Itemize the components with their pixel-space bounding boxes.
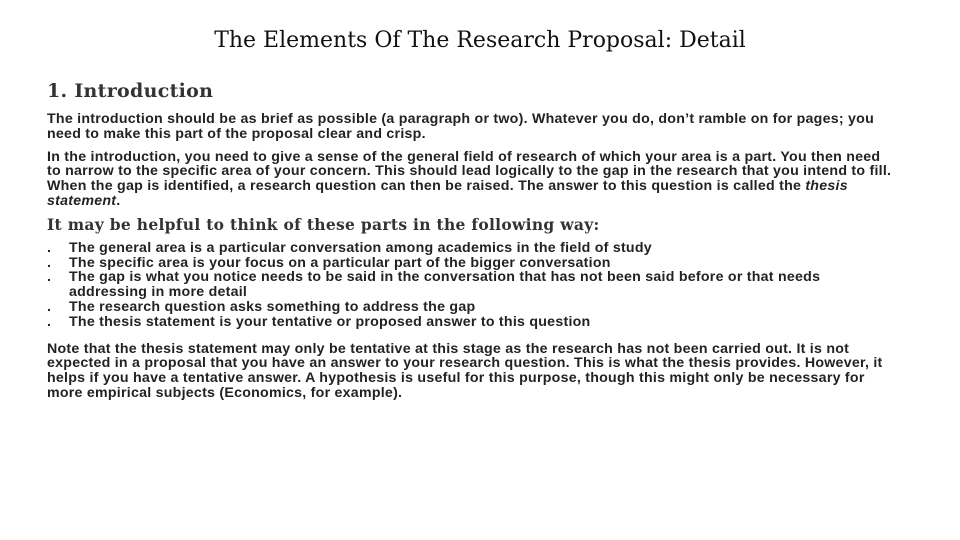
intro-paragraph-2 [47,150,897,209]
intro-paragraph-2-end: . [116,192,121,209]
bullet-icon: . [47,269,52,286]
thesis-statement-term: thesis statement [47,178,848,209]
list-item-text: The specific area is your focus on a particular part of the bigger conversation [69,254,611,271]
bullet-icon: . [47,254,52,271]
note-paragraph: Note that the thesis statement may only be tentative at this stage as the research has not been carried out. It is not expected in a proposal that you have an answer to your research question. This is what the thesis provides. However, it helps if you have a tentative answer. A hypothesis is useful for this purpose, though this might only be necessary for more empirical subjects (Economics, for example). [47,340,883,401]
parts-list [47,241,897,330]
intro-paragraph-1: The introduction should be as brief as possible (a paragraph or two). Whatever you do, don’t ramble on for pages; you need to make this part of the proposal clear and crisp. [47,111,874,142]
document-image [47,80,897,401]
list-item-text: The general area is a particular conversation among academics in the field of study [69,239,652,256]
intro-paragraph-2-text: In the introduction, you need to give a sense of the general field of research of which your area is a part. You then need to narrow to the specific area of your concern. This should lead logically to the gap in the research that you intend to fill. When the gap is identified, a research question can then be raised. The answer to this question is called the [47,148,892,195]
list-item [47,256,897,271]
list-item [47,241,897,256]
list-item [47,270,897,300]
bullet-icon: . [47,298,52,315]
list-item [47,300,897,315]
list-item-text: The research question asks something to address the gap [69,298,476,315]
bullet-icon: . [47,239,52,256]
list-item [47,315,897,330]
section-heading: 1. Introduction [47,80,214,102]
parts-subheading: It may be helpful to think of these parts in the following way: [47,214,600,234]
slide-title: The Elements Of The Research Proposal: Detail [214,28,746,53]
list-item-text: The gap is what you notice needs to be said in the conversation that has not been said before or that needs addressing in more detail [69,269,821,301]
bullet-icon: . [47,313,52,330]
list-item-text: The thesis statement is your tentative or proposed answer to this question [69,313,591,330]
